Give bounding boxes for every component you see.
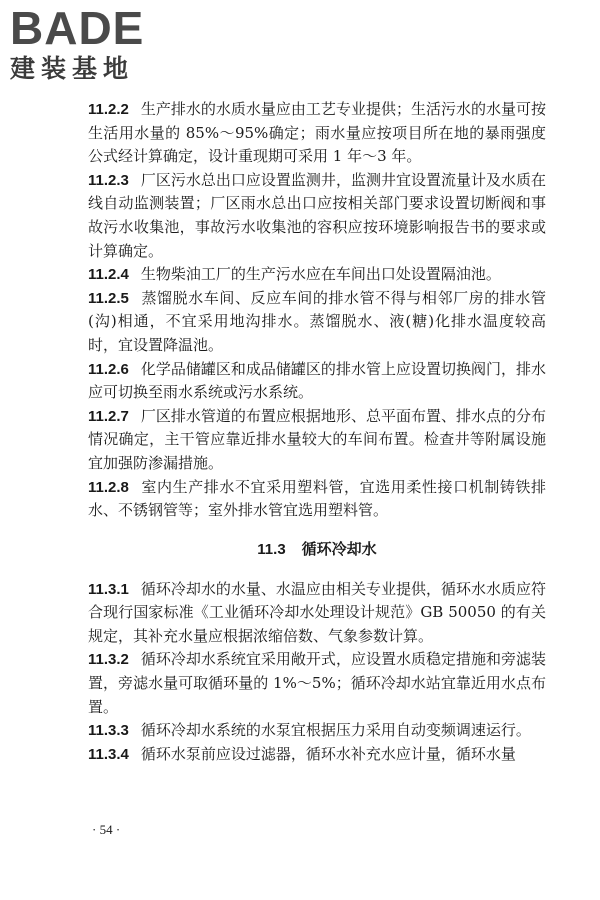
- clause-11-2-7: [88, 405, 546, 476]
- clause-number: 11.2.3: [88, 171, 129, 189]
- clause-11-2-2: [88, 98, 546, 169]
- clause-number: 11.2.7: [88, 407, 129, 425]
- clause-11-3-2: [88, 648, 546, 719]
- clause-text: 生物柴油工厂的生产污水应在车间出口处设置隔油池。: [140, 265, 501, 284]
- bade-logo: [10, 4, 180, 86]
- clause-number: 11.2.6: [88, 360, 129, 378]
- clause-11-2-8: [88, 476, 546, 523]
- clause-text: 循环冷却水系统的水泵宜根据压力采用自动变频调速运行。: [140, 721, 531, 740]
- clause-11-3-4: [88, 743, 546, 767]
- clause-11-3-3: [88, 719, 546, 743]
- clause-text: 循环水泵前应设过滤器，循环水补充水应计量，循环水量: [140, 744, 516, 763]
- clause-11-3-1: [88, 578, 546, 649]
- page-number: · 54 ·: [92, 822, 121, 837]
- clause-11-2-4: [88, 263, 546, 287]
- clause-number: 11.3.4: [88, 745, 129, 763]
- clause-text: 生产排水的水质水量应由工艺专业提供；生活污水的水量可按生活用水量的 85%～95%确定；雨水量应按项目所在地的暴雨强度公式经计算确定，设计重现期可采用 1 年～3 年。: [88, 100, 546, 166]
- clause-text: 厂区排水管道的布置应根据地形、总平面布置、排水点的分布情况确定，主干管应靠近排水量较大的车间布置。检查井等附属设施宜加强防渗漏措施。: [88, 406, 546, 472]
- clause-11-2-5: [88, 287, 546, 358]
- section-title: 循环冷却水: [301, 539, 377, 558]
- logo-subtitle: 建装基地: [10, 54, 135, 83]
- clause-text: 循环冷却水系统宜采用敞开式，应设置水质稳定措施和旁滤装置，旁滤水量可取循环量的 1%～5%；循环冷却水站宜靠近用水点布置。: [88, 650, 546, 716]
- clause-11-2-3: [88, 169, 546, 263]
- clause-number: 11.2.8: [88, 478, 129, 496]
- section-heading: [88, 537, 546, 562]
- logo-wordmark: BADE: [10, 2, 145, 54]
- clause-text: 蒸馏脱水车间、反应车间的排水管不得与相邻厂房的排水管(沟)相通，不宜采用地沟排水。蒸馏脱水、液(糖)化排水温度较高时，宜设置降温池。: [88, 288, 546, 354]
- clause-text: 厂区污水总出口应设置监测井，监测井宜设置流量计及水质在线自动监测装置；厂区雨水总出口应按相关部门要求设置切断阀和事故污水收集池，事故污水收集池的容积应按环境影响报告书的要求或计算确定。: [88, 170, 546, 260]
- page-content: [88, 98, 546, 766]
- clause-number: 11.2.4: [88, 266, 129, 284]
- clause-number: 11.3.2: [88, 651, 129, 669]
- section-number: 11.3: [257, 540, 286, 558]
- clause-number: 11.3.1: [88, 580, 129, 598]
- clause-11-2-6: [88, 358, 546, 405]
- clause-text: 循环冷却水的水量、水温应由相关专业提供，循环水水质应符合现行国家标准《工业循环冷却水处理设计规范》GB 50050 的有关规定，其补充水量应根据浓缩倍数、气象参数计算。: [88, 579, 546, 645]
- clause-number: 11.2.5: [88, 289, 129, 307]
- clause-text: 化学品储罐区和成品储罐区的排水管上应设置切换阀门，排水应可切换至雨水系统或污水系统。: [88, 359, 546, 402]
- clause-number: 11.3.3: [88, 722, 129, 740]
- clause-text: 室内生产排水不宜采用塑料管，宜选用柔性接口机制铸铁排水、不锈钢管等；室外排水管宜选用塑料管。: [88, 477, 546, 520]
- clause-number: 11.2.2: [88, 101, 129, 118]
